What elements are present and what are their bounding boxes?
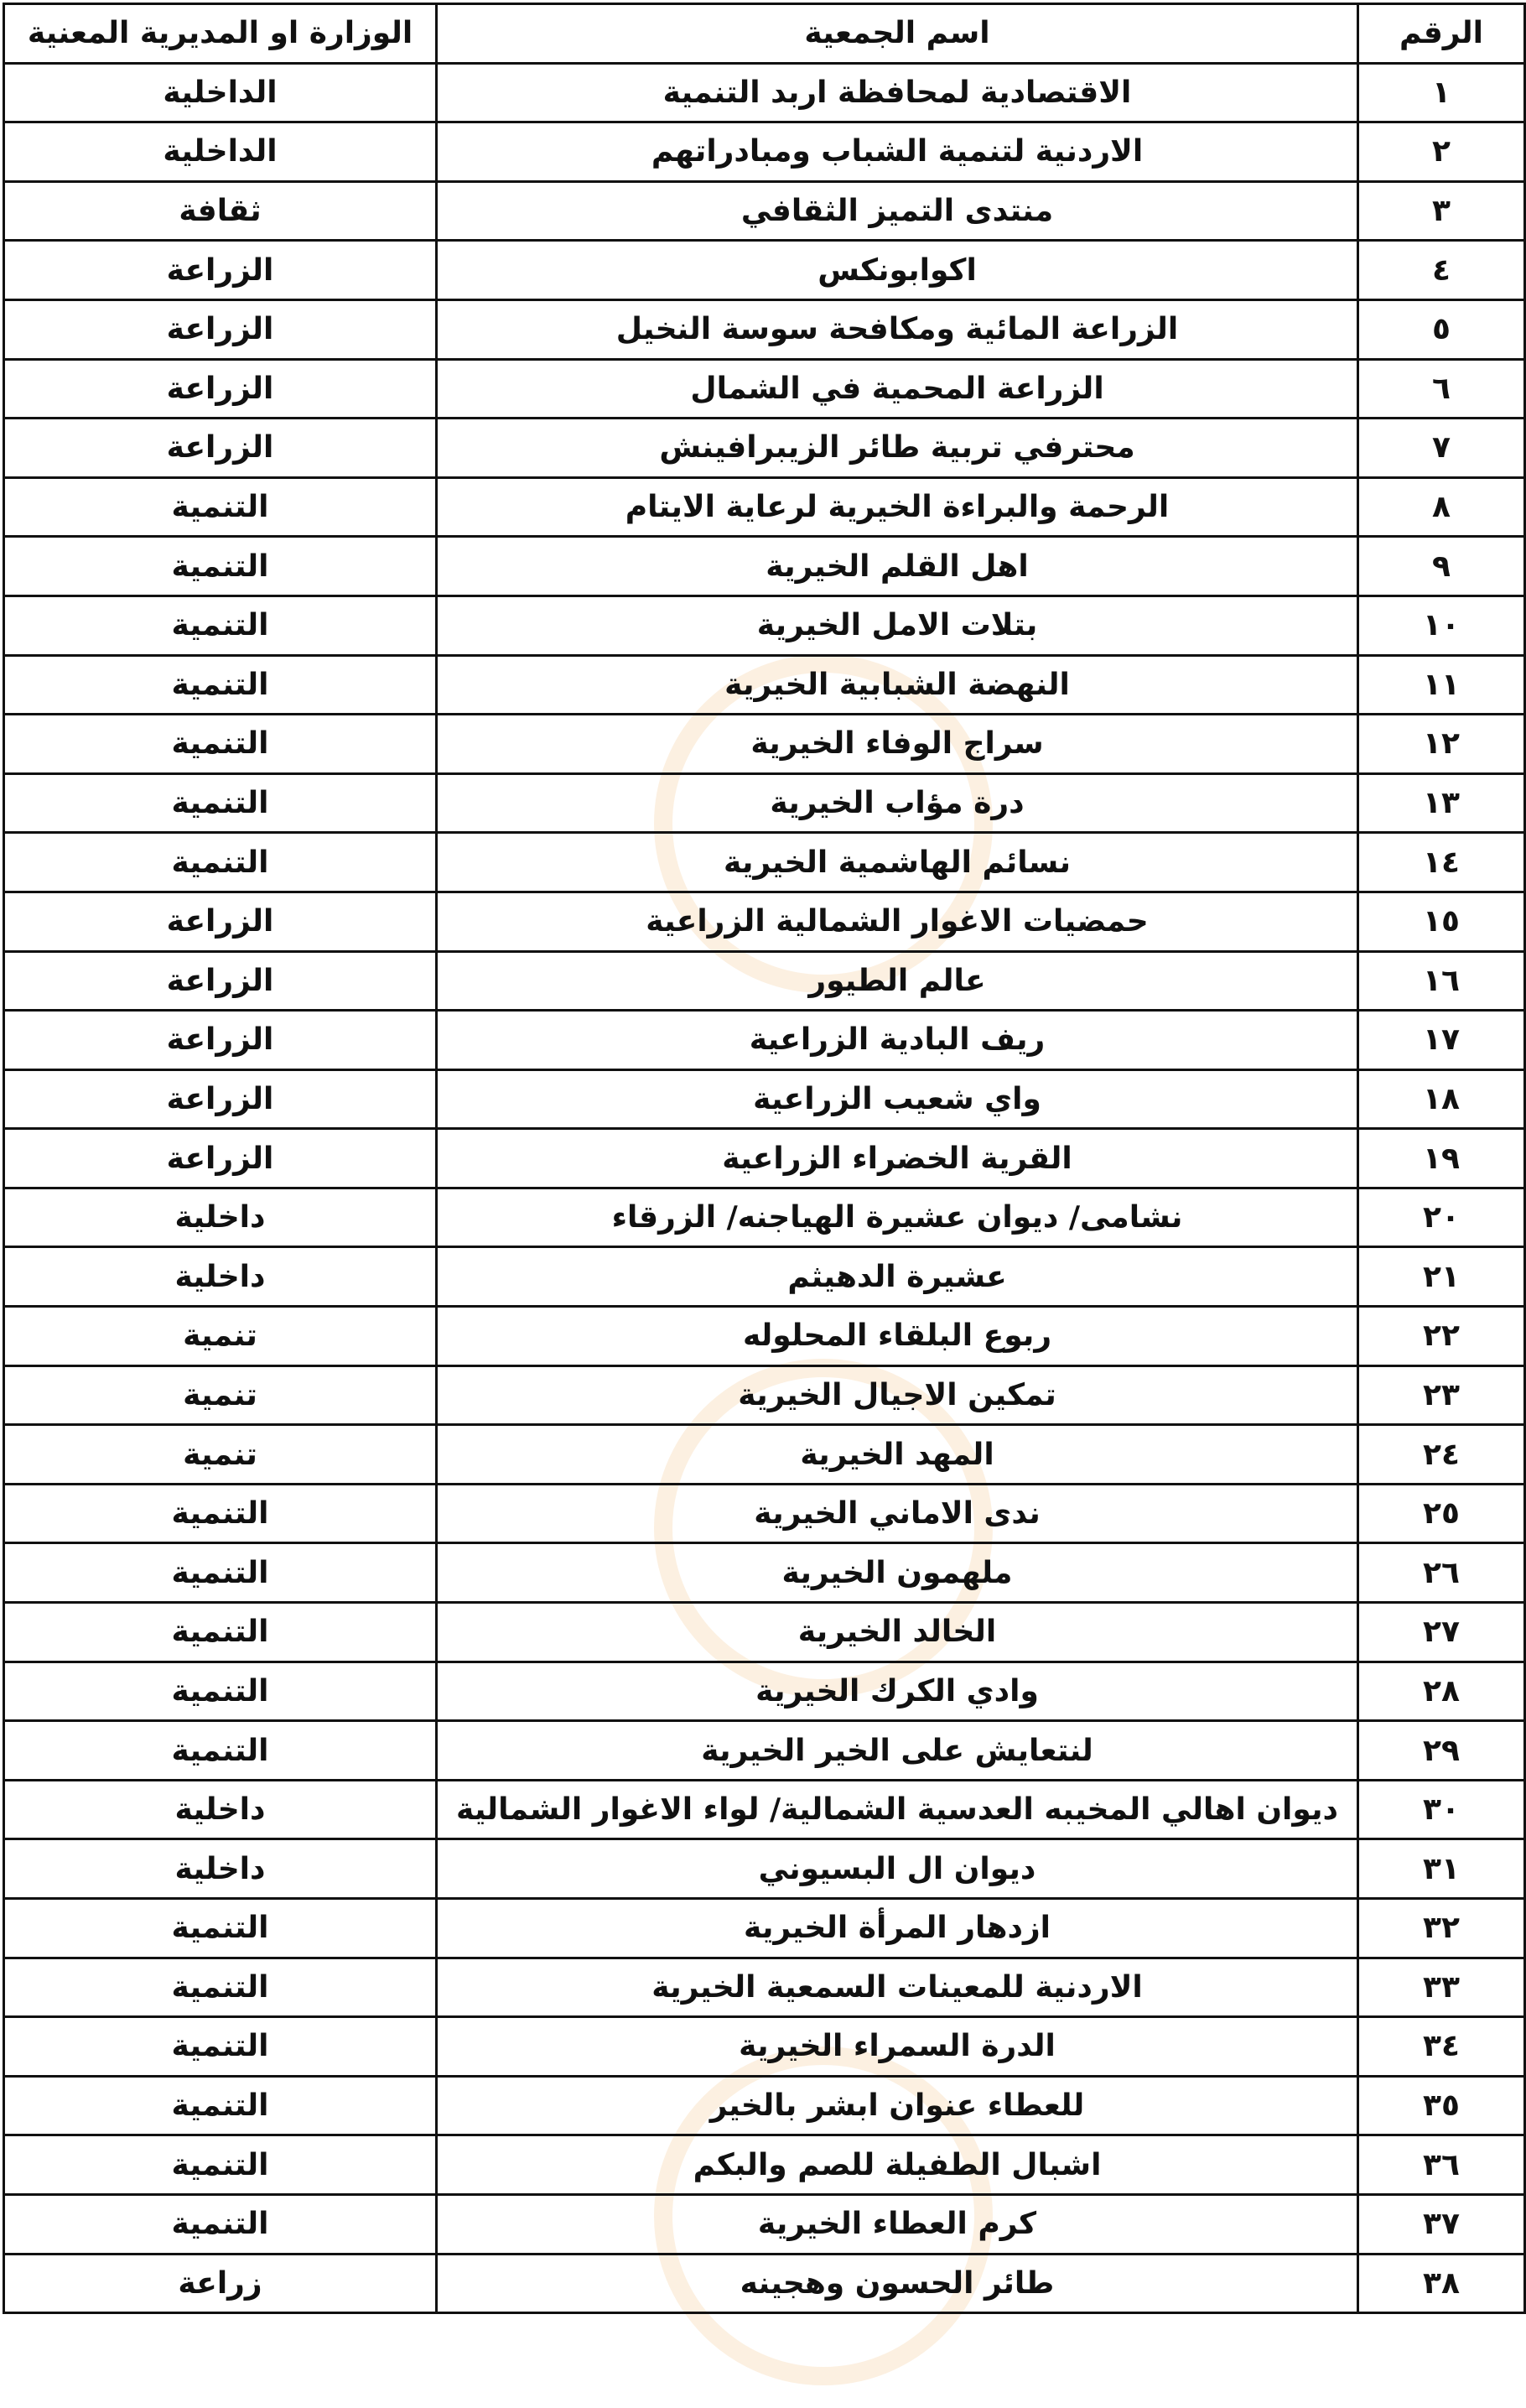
- table-row: [4, 1129, 1525, 1188]
- association-name: الخالد الخيرية: [437, 1603, 1358, 1662]
- table-row: [4, 1958, 1525, 2017]
- row-number: ١٦: [1358, 951, 1525, 1011]
- ministry-name: التنمية: [4, 2135, 437, 2195]
- table-row: [4, 1721, 1525, 1781]
- association-name: واي شعيب الزراعية: [437, 1069, 1358, 1129]
- association-name: النهضة الشبابية الخيرية: [437, 655, 1358, 715]
- ministry-name: الزراعة: [4, 241, 437, 300]
- association-name: نسائم الهاشمية الخيرية: [437, 833, 1358, 892]
- ministry-name: التنمية: [4, 595, 437, 655]
- row-number: ١٥: [1358, 892, 1525, 951]
- row-number: ٣٥: [1358, 2076, 1525, 2135]
- association-name: الزراعة المحمية في الشمال: [437, 359, 1358, 419]
- association-name: حمضيات الاغوار الشمالية الزراعية: [437, 892, 1358, 951]
- ministry-name: الزراعة: [4, 951, 437, 1011]
- row-number: ١٠: [1358, 595, 1525, 655]
- ministry-name: التنمية: [4, 1543, 437, 1603]
- ministry-name: التنمية: [4, 715, 437, 774]
- ministry-name: التنمية: [4, 1721, 437, 1781]
- table-row: [4, 1543, 1525, 1603]
- row-number: ١٨: [1358, 1069, 1525, 1129]
- table-row: [4, 2135, 1525, 2195]
- row-number: ١٩: [1358, 1129, 1525, 1188]
- association-name: الدرة السمراء الخيرية: [437, 2017, 1358, 2077]
- ministry-name: الزراعة: [4, 892, 437, 951]
- association-name: للعطاء عنوان ابشر بالخير: [437, 2076, 1358, 2135]
- table-row: [4, 1425, 1525, 1485]
- ministry-name: الزراعة: [4, 1129, 437, 1188]
- row-number: ١١: [1358, 655, 1525, 715]
- ministry-name: التنمية: [4, 2194, 437, 2254]
- row-number: ٩: [1358, 537, 1525, 596]
- table-row: [4, 2194, 1525, 2254]
- row-number: ٣: [1358, 181, 1525, 241]
- association-name: سراج الوفاء الخيرية: [437, 715, 1358, 774]
- row-number: ٣٧: [1358, 2194, 1525, 2254]
- ministry-name: زراعة: [4, 2254, 437, 2313]
- association-name: عالم الطيور: [437, 951, 1358, 1011]
- row-number: ٨: [1358, 477, 1525, 537]
- row-number: ٢٤: [1358, 1425, 1525, 1485]
- association-name: نشامى/ ديوان عشيرة الهياجنه/ الزرقاء: [437, 1188, 1358, 1247]
- ministry-name: التنمية: [4, 2017, 437, 2077]
- row-number: ٢٧: [1358, 1603, 1525, 1662]
- association-name: اهل القلم الخيرية: [437, 537, 1358, 596]
- row-number: ٣٣: [1358, 1958, 1525, 2017]
- association-name: كرم العطاء الخيرية: [437, 2194, 1358, 2254]
- row-number: ٢١: [1358, 1247, 1525, 1307]
- ministry-name: التنمية: [4, 1484, 437, 1543]
- table-row: [4, 1188, 1525, 1247]
- ministry-name: تنمية: [4, 1425, 437, 1485]
- row-number: ١٣: [1358, 773, 1525, 833]
- ministry-name: التنمية: [4, 477, 437, 537]
- associations-table: [3, 3, 1526, 2314]
- table-row: [4, 537, 1525, 596]
- table-row: [4, 241, 1525, 300]
- table-row: [4, 419, 1525, 478]
- association-name: لنتعايش على الخير الخيرية: [437, 1721, 1358, 1781]
- table-row: [4, 1247, 1525, 1307]
- association-name: اشبال الطفيلة للصم والبكم: [437, 2135, 1358, 2195]
- table-row: [4, 892, 1525, 951]
- ministry-name: الداخلية: [4, 122, 437, 182]
- row-number: ٢٦: [1358, 1543, 1525, 1603]
- row-number: ٣٨: [1358, 2254, 1525, 2313]
- ministry-name: الداخلية: [4, 63, 437, 122]
- table-row: [4, 595, 1525, 655]
- association-name: عشيرة الدهيثم: [437, 1247, 1358, 1307]
- table-row: [4, 1662, 1525, 1721]
- ministry-name: تنمية: [4, 1307, 437, 1366]
- row-number: ٢٨: [1358, 1662, 1525, 1721]
- table-row: [4, 1899, 1525, 1958]
- association-name: ديوان ال البسيوني: [437, 1839, 1358, 1899]
- row-number: ٣١: [1358, 1839, 1525, 1899]
- row-number: ٢٥: [1358, 1484, 1525, 1543]
- ministry-name: التنمية: [4, 773, 437, 833]
- row-number: ٥: [1358, 299, 1525, 359]
- row-number: ٦: [1358, 359, 1525, 419]
- table-row: [4, 122, 1525, 182]
- association-name: طائر الحسون وهجينه: [437, 2254, 1358, 2313]
- table-row: [4, 1603, 1525, 1662]
- association-name: الاردنية لتنمية الشباب ومبادراتهم: [437, 122, 1358, 182]
- row-number: ٣٤: [1358, 2017, 1525, 2077]
- ministry-name: التنمية: [4, 833, 437, 892]
- table-row: [4, 1069, 1525, 1129]
- ministry-name: التنمية: [4, 2076, 437, 2135]
- row-number: ١٤: [1358, 833, 1525, 892]
- table-row: [4, 299, 1525, 359]
- ministry-name: التنمية: [4, 1662, 437, 1721]
- association-name: القرية الخضراء الزراعية: [437, 1129, 1358, 1188]
- ministry-name: التنمية: [4, 1958, 437, 2017]
- table-row: [4, 833, 1525, 892]
- table-row: [4, 715, 1525, 774]
- association-name: ازدهار المرأة الخيرية: [437, 1899, 1358, 1958]
- ministry-name: داخلية: [4, 1839, 437, 1899]
- association-name: المهد الخيرية: [437, 1425, 1358, 1485]
- table-row: [4, 359, 1525, 419]
- table-row: [4, 181, 1525, 241]
- ministry-name: الزراعة: [4, 1011, 437, 1070]
- ministry-name: داخلية: [4, 1247, 437, 1307]
- ministry-name: ثقافة: [4, 181, 437, 241]
- table-row: [4, 1307, 1525, 1366]
- ministry-name: تنمية: [4, 1365, 437, 1425]
- row-number: ٣٦: [1358, 2135, 1525, 2195]
- association-name: ندى الاماني الخيرية: [437, 1484, 1358, 1543]
- association-name: ديوان اهالي المخيبه العدسية الشمالية/ لواء الاغوار الشمالية: [437, 1780, 1358, 1839]
- row-number: ٤: [1358, 241, 1525, 300]
- association-name: تمكين الاجيال الخيرية: [437, 1365, 1358, 1425]
- row-number: ٢٣: [1358, 1365, 1525, 1425]
- row-number: ٣٢: [1358, 1899, 1525, 1958]
- association-name: وادي الكرك الخيرية: [437, 1662, 1358, 1721]
- header-number: الرقم: [1358, 4, 1525, 64]
- ministry-name: الزراعة: [4, 299, 437, 359]
- header-ministry: الوزارة او المديرية المعنية: [4, 4, 437, 64]
- association-name: الاقتصادية لمحافظة اربد التنمية: [437, 63, 1358, 122]
- table-row: [4, 2254, 1525, 2313]
- ministry-name: الزراعة: [4, 1069, 437, 1129]
- association-name: ملهمون الخيرية: [437, 1543, 1358, 1603]
- table-body: [4, 63, 1525, 2313]
- table-row: [4, 773, 1525, 833]
- table-row: [4, 2076, 1525, 2135]
- ministry-name: التنمية: [4, 1899, 437, 1958]
- ministry-name: داخلية: [4, 1188, 437, 1247]
- table-row: [4, 655, 1525, 715]
- row-number: ٧: [1358, 419, 1525, 478]
- association-name: ريف البادية الزراعية: [437, 1011, 1358, 1070]
- row-number: ١٢: [1358, 715, 1525, 774]
- row-number: ٢: [1358, 122, 1525, 182]
- association-name: محترفي تربية طائر الزيبرافينش: [437, 419, 1358, 478]
- association-name: بتلات الامل الخيرية: [437, 595, 1358, 655]
- row-number: ٢٠: [1358, 1188, 1525, 1247]
- association-name: اكوابونكس: [437, 241, 1358, 300]
- table-row: [4, 951, 1525, 1011]
- table-row: [4, 2017, 1525, 2077]
- ministry-name: التنمية: [4, 655, 437, 715]
- ministry-name: الزراعة: [4, 359, 437, 419]
- ministry-name: الزراعة: [4, 419, 437, 478]
- table-header-row: [4, 4, 1525, 64]
- ministry-name: داخلية: [4, 1780, 437, 1839]
- table-row: [4, 1839, 1525, 1899]
- association-name: درة مؤاب الخيرية: [437, 773, 1358, 833]
- row-number: ١٧: [1358, 1011, 1525, 1070]
- table-row: [4, 1484, 1525, 1543]
- association-name: الاردنية للمعينات السمعية الخيرية: [437, 1958, 1358, 2017]
- row-number: ١: [1358, 63, 1525, 122]
- table-row: [4, 1780, 1525, 1839]
- header-association-name: اسم الجمعية: [437, 4, 1358, 64]
- ministry-name: التنمية: [4, 537, 437, 596]
- row-number: ٢٩: [1358, 1721, 1525, 1781]
- row-number: ٣٠: [1358, 1780, 1525, 1839]
- table-row: [4, 477, 1525, 537]
- association-name: الرحمة والبراءة الخيرية لرعاية الايتام: [437, 477, 1358, 537]
- association-name: منتدى التميز الثقافي: [437, 181, 1358, 241]
- table-row: [4, 1011, 1525, 1070]
- association-name: ربوع البلقاء المحلوله: [437, 1307, 1358, 1366]
- table-row: [4, 1365, 1525, 1425]
- row-number: ٢٢: [1358, 1307, 1525, 1366]
- table-row: [4, 63, 1525, 122]
- association-name: الزراعة المائية ومكافحة سوسة النخيل: [437, 299, 1358, 359]
- ministry-name: التنمية: [4, 1603, 437, 1662]
